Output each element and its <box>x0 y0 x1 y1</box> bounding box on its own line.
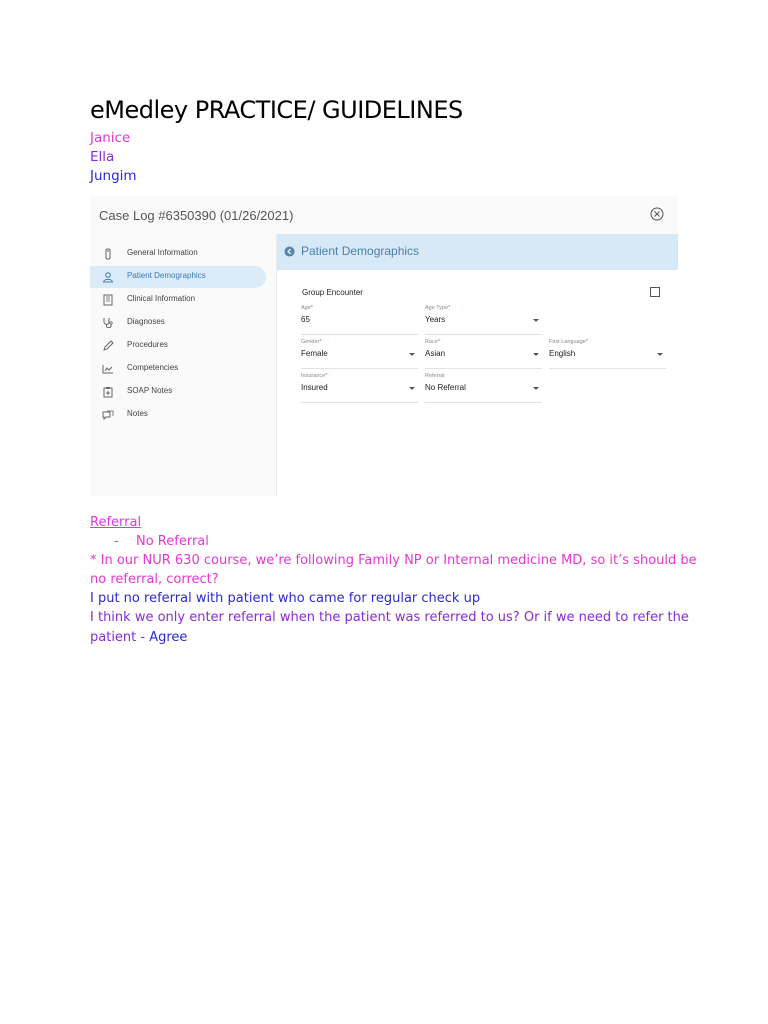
referral-value: No Referral <box>425 383 466 392</box>
gender-label: Gender <box>301 339 320 345</box>
author-ella: Ella <box>90 149 115 165</box>
insurance-label: Insurance <box>301 373 326 379</box>
sidebar <box>90 234 277 496</box>
pencil-icon <box>102 340 114 352</box>
sidebar-item-procedures[interactable] <box>90 335 266 357</box>
age-value: 65 <box>301 315 310 324</box>
chevron-down-icon <box>409 387 415 390</box>
group-encounter-label: Group Encounter <box>302 288 363 297</box>
stethoscope-icon <box>102 317 114 329</box>
sidebar-item-label: Notes <box>127 409 148 418</box>
close-icon[interactable] <box>650 207 664 221</box>
race-value: Asian <box>425 349 446 358</box>
chat-icon <box>102 409 114 421</box>
note-line-1: * In our NUR 630 course, we’re following Family NP or Internal medicine MD, so it’s should be <box>90 553 697 568</box>
chevron-down-icon <box>533 319 539 322</box>
note-line-5 <box>90 630 187 645</box>
sidebar-item-label: General Information <box>127 248 198 257</box>
person-icon <box>102 271 114 283</box>
race-select[interactable]: Race* Asian <box>425 339 542 369</box>
insurance-value: Insured <box>301 383 328 392</box>
age-type-label: Age Type <box>425 305 449 311</box>
author-jungim: Jungim <box>90 168 137 184</box>
sidebar-item-competencies[interactable] <box>90 358 266 380</box>
referral-label: Referral <box>425 373 445 379</box>
panel-banner <box>277 234 678 270</box>
first-language-label: First Language <box>549 339 586 345</box>
case-log-header <box>90 196 678 234</box>
chart-icon <box>102 363 114 375</box>
agree-text: Agree <box>149 630 188 645</box>
demographics-panel <box>277 234 678 496</box>
sidebar-item-patient-demographics[interactable] <box>90 266 266 288</box>
sidebar-item-notes[interactable] <box>90 404 266 426</box>
gender-select[interactable]: Gender* Female <box>301 339 418 369</box>
sidebar-item-label: Patient Demographics <box>127 271 206 280</box>
chevron-down-icon <box>533 387 539 390</box>
gender-value: Female <box>301 349 328 358</box>
note-line-2: no referral, correct? <box>90 572 219 587</box>
sidebar-item-general-information[interactable] <box>90 243 266 265</box>
document-title: eMedley PRACTICE/ GUIDELINES <box>90 96 463 124</box>
chevron-down-icon <box>409 353 415 356</box>
chevron-down-icon <box>533 353 539 356</box>
case-log-title: Case Log #6350390 (01/26/2021) <box>99 208 294 223</box>
insurance-select[interactable]: Insurance* Insured <box>301 373 418 403</box>
sidebar-item-label: SOAP Notes <box>127 386 173 395</box>
sidebar-item-clinical-information[interactable] <box>90 289 266 311</box>
chevron-down-icon <box>657 353 663 356</box>
bullet-no-referral: No Referral <box>136 534 209 549</box>
panel-title: Patient Demographics <box>301 244 420 258</box>
sidebar-item-diagnoses[interactable] <box>90 312 266 334</box>
age-type-select[interactable]: Age Type* Years <box>425 305 542 335</box>
bullet-dash: - <box>114 534 119 549</box>
back-arrow-icon[interactable] <box>284 246 295 257</box>
sidebar-item-label: Competencies <box>127 363 179 372</box>
race-label: Race <box>425 339 438 345</box>
note-line-4: I think we only enter referral when the patient was referred to us? Or if we need to refer the <box>90 610 689 625</box>
sidebar-item-label: Diagnoses <box>127 317 165 326</box>
author-janice: Janice <box>90 130 131 146</box>
clipboard-icon <box>102 386 114 398</box>
building-icon <box>102 294 114 306</box>
info-icon <box>102 248 114 260</box>
sidebar-item-label: Procedures <box>127 340 168 349</box>
age-type-value: Years <box>425 315 446 324</box>
referral-select[interactable] <box>425 373 542 403</box>
embedded-screenshot <box>90 196 678 496</box>
referral-heading: Referral <box>90 515 142 530</box>
sidebar-item-label: Clinical Information <box>127 294 196 303</box>
first-language-value: English <box>549 349 576 358</box>
note-line-3: I put no referral with patient who came for regular check up <box>90 591 481 606</box>
note-line-5-text: patient - <box>90 630 150 645</box>
age-label: Age <box>301 305 311 311</box>
group-encounter-checkbox[interactable] <box>650 287 660 297</box>
age-field[interactable]: Age* 65 <box>301 305 418 335</box>
first-language-select[interactable]: First Language* English <box>549 339 666 369</box>
sidebar-item-soap-notes[interactable] <box>90 381 266 403</box>
